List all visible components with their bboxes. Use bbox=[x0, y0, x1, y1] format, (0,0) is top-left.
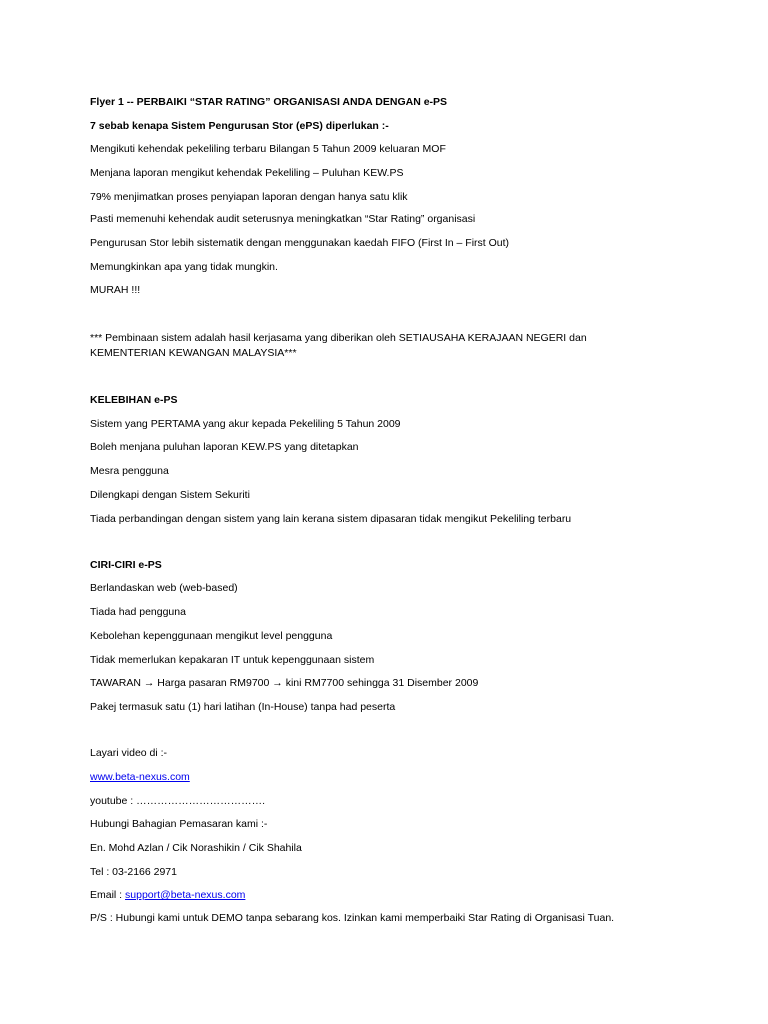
marketing-label: Hubungi Bahagian Pemasaran kami :- bbox=[90, 818, 268, 830]
kelebihan-item: Dilengkapi dengan Sistem Sekuriti bbox=[90, 489, 250, 501]
reason-item: Mengikuti kehendak pekeliling terbaru Bilangan 5 Tahun 2009 keluaran MOF bbox=[90, 143, 446, 155]
right-arrow-icon: → bbox=[143, 677, 155, 689]
kelebihan-item: Boleh menjana puluhan laporan KEW.PS yang ditetapkan bbox=[90, 441, 359, 453]
offer-line bbox=[90, 676, 478, 690]
video-label: Layari video di :- bbox=[90, 747, 168, 759]
reason-item: 79% menjimatkan proses penyiapan laporan dengan hanya satu klik bbox=[90, 191, 408, 203]
kelebihan-item: Sistem yang PERTAMA yang akur kepada Pekeliling 5 Tahun 2009 bbox=[90, 418, 401, 430]
website-link-line bbox=[90, 770, 190, 784]
website-link[interactable]: www.beta-nexus.com bbox=[90, 771, 190, 783]
collaboration-note-line-2: KEMENTERIAN KEWANGAN MALAYSIA*** bbox=[90, 347, 297, 359]
flyer-subtitle: 7 sebab kenapa Sistem Pengurusan Stor (ePS) diperlukan :- bbox=[90, 120, 389, 132]
ciri-item: Tidak memerlukan kepakaran IT untuk kepenggunaan sistem bbox=[90, 654, 375, 666]
kelebihan-item: Tiada perbandingan dengan sistem yang lain kerana sistem dipasaran tidak mengikut Pekeliling terbaru bbox=[90, 513, 572, 525]
kelebihan-heading: KELEBIHAN e-PS bbox=[90, 394, 178, 406]
reason-item: Pengurusan Stor lebih sistematik dengan menggunakan kaedah FIFO (First In – First Out) bbox=[90, 237, 510, 249]
reason-item: Memungkinkan apa yang tidak mungkin. bbox=[90, 261, 278, 273]
reason-item: MURAH !!! bbox=[90, 284, 141, 296]
contact-names: En. Mohd Azlan / Cik Norashikin / Cik Shahila bbox=[90, 842, 302, 854]
ciri-heading: CIRI-CIRI e-PS bbox=[90, 559, 162, 571]
youtube-line: youtube : ………………………………. bbox=[90, 795, 266, 807]
market-price: Harga pasaran RM9700 bbox=[157, 677, 270, 689]
kelebihan-item: Mesra pengguna bbox=[90, 465, 169, 477]
package-info: Pakej termasuk satu (1) hari latihan (In-House) tanpa had peserta bbox=[90, 701, 396, 713]
ciri-item: Tiada had pengguna bbox=[90, 606, 186, 618]
ciri-item: Berlandaskan web (web-based) bbox=[90, 582, 238, 594]
telephone: Tel : 03-2166 2971 bbox=[90, 866, 177, 878]
collaboration-note-line-1: *** Pembinaan sistem adalah hasil kerjasama yang diberikan oleh SETIAUSAHA KERAJAAN NEGERI dan bbox=[90, 332, 587, 344]
reason-item: Pasti memenuhi kehendak audit seterusnya meningkatkan “Star Rating” organisasi bbox=[90, 213, 476, 225]
flyer-title: Flyer 1 -- PERBAIKI “STAR RATING” ORGANISASI ANDA DENGAN e-PS bbox=[90, 96, 448, 108]
email-label: Email : bbox=[90, 889, 126, 901]
ciri-item: Kebolehan kepenggunaan mengikut level pengguna bbox=[90, 630, 333, 642]
current-price: kini RM7700 sehingga 31 Disember 2009 bbox=[285, 677, 479, 689]
email-line bbox=[90, 888, 245, 902]
email-link[interactable]: support@beta-nexus.com bbox=[125, 889, 246, 901]
right-arrow-icon: → bbox=[272, 677, 283, 689]
reason-item: Menjana laporan mengikut kehendak Pekeliling – Puluhan KEW.PS bbox=[90, 167, 404, 179]
ps-note: P/S : Hubungi kami untuk DEMO tanpa sebarang kos. Izinkan kami memperbaiki Star Rating di Organisasi Tuan. bbox=[90, 912, 615, 924]
offer-label: TAWARAN bbox=[90, 677, 141, 689]
